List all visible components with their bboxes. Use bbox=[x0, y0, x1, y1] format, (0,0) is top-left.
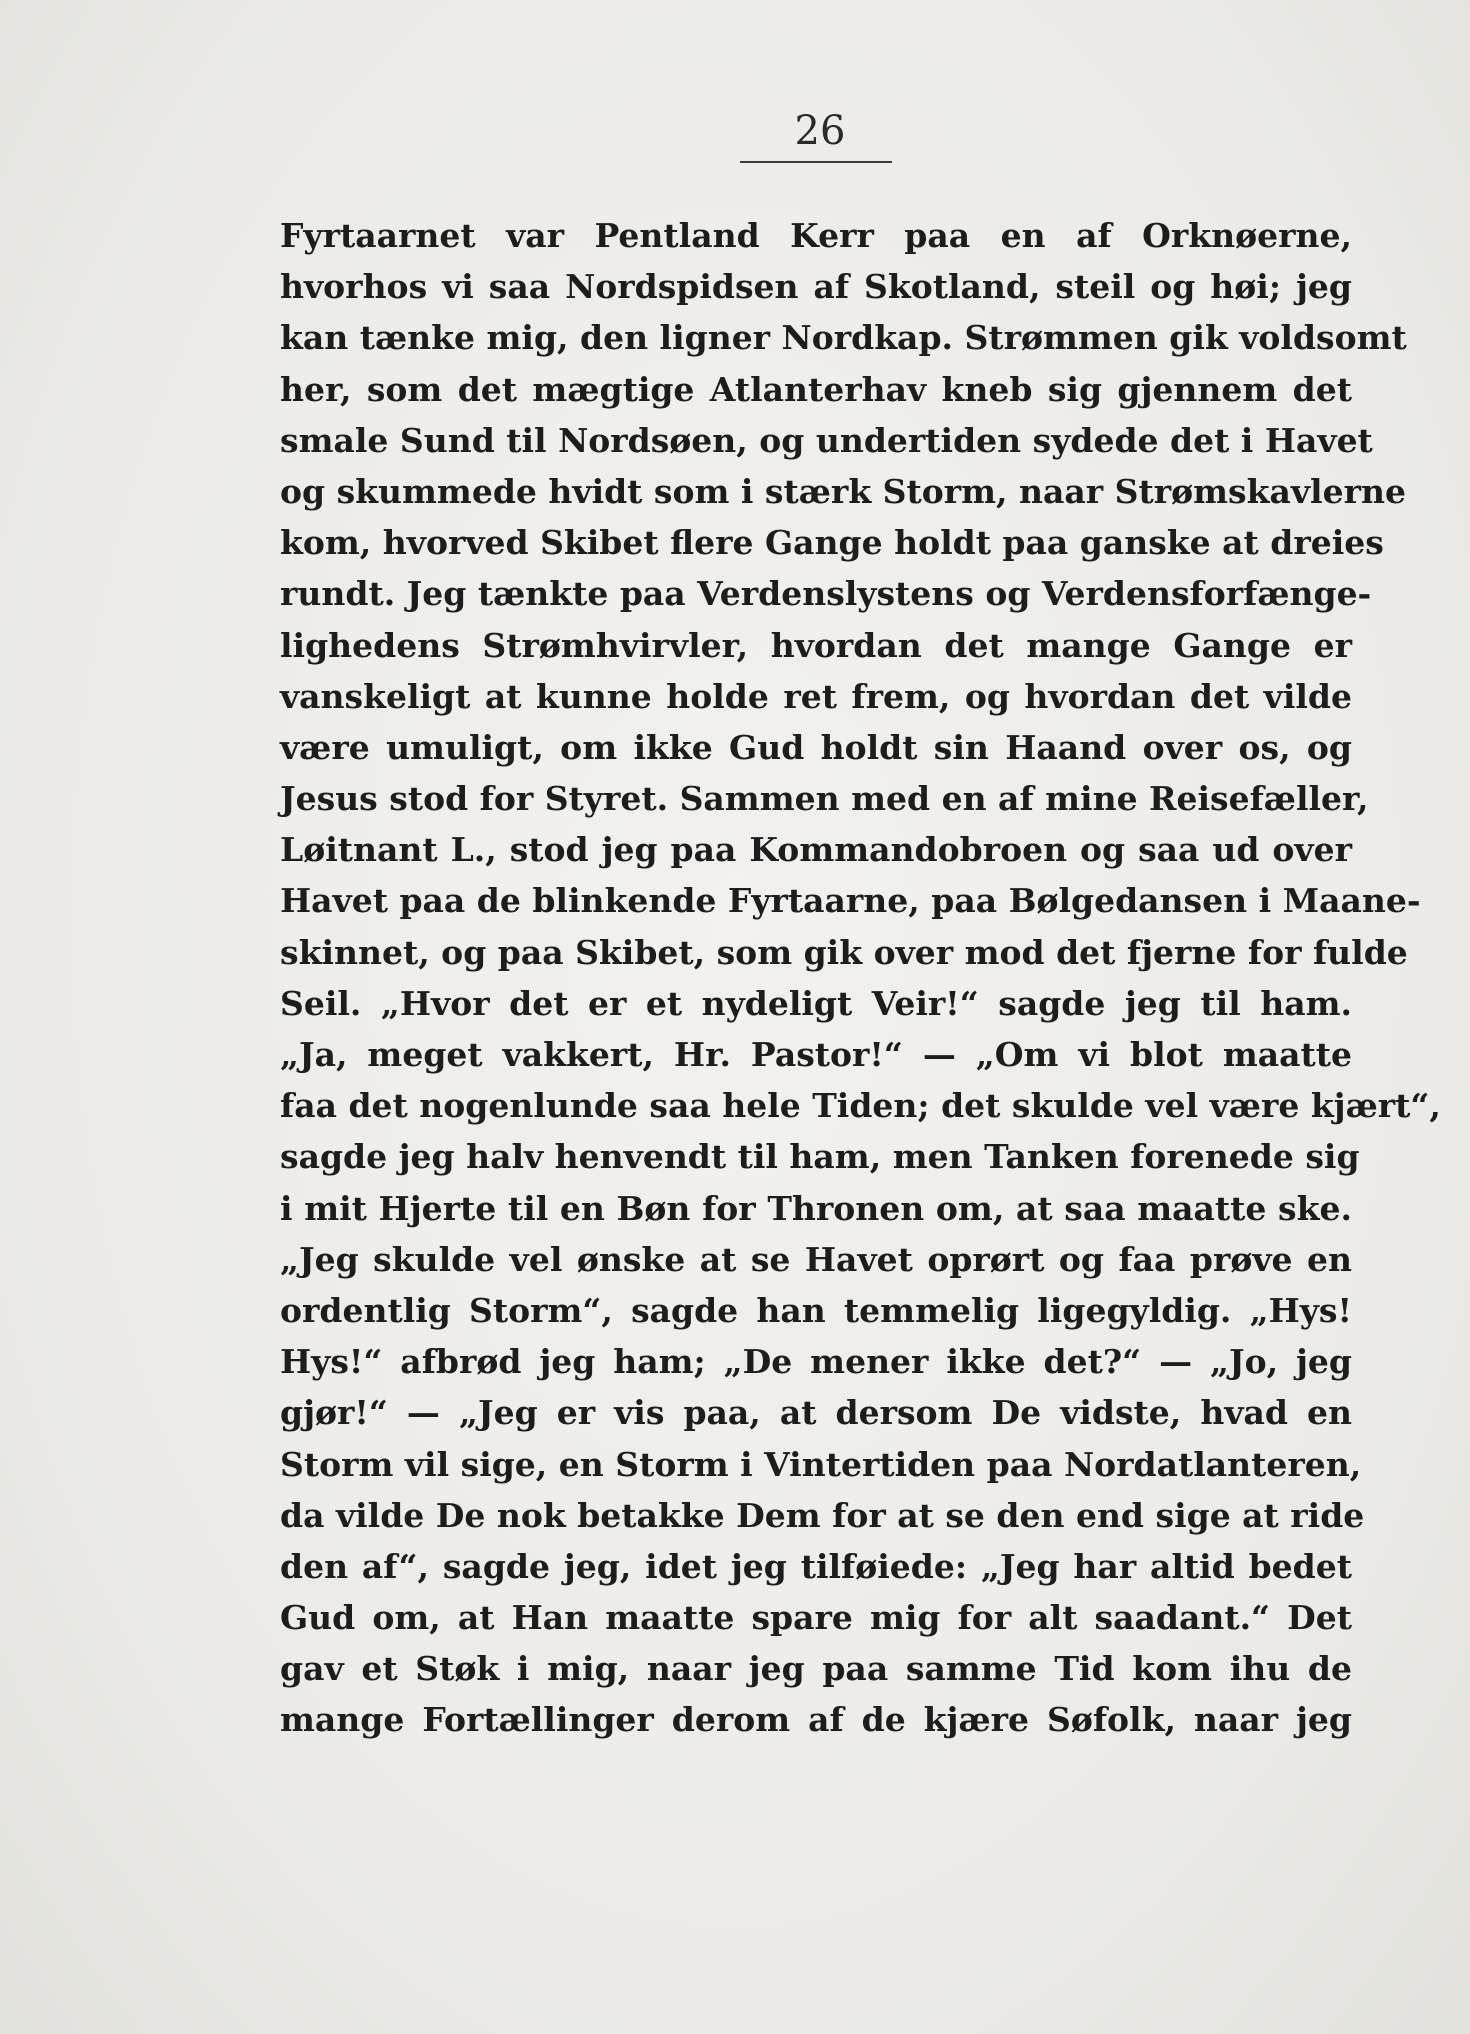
text-line: her, som det mægtige Atlanterhav kneb sig gjennem det bbox=[280, 369, 1352, 409]
text-line: da vilde De nok betakke Dem for at se den end sige at ride bbox=[280, 1495, 1365, 1535]
page-number: 26 bbox=[794, 108, 846, 154]
text-line: Gud om, at Han maatte spare mig for alt saadant.“ Det bbox=[280, 1598, 1352, 1638]
text-line: gjør!“ — „Jeg er vis paa, at dersom De vidste, hvad en bbox=[280, 1393, 1352, 1433]
text-line: lighedens Strømhvirvler, hvordan det mange Gange er bbox=[280, 625, 1352, 665]
text-line: smale Sund til Nordsøen, og undertiden sydede det i Havet bbox=[280, 420, 1373, 460]
text-line: sagde jeg halv henvendt til ham, men Tanken forenede sig bbox=[280, 1137, 1360, 1177]
text-line: og skummede hvidt som i stærk Storm, naar Strømskavlerne bbox=[280, 471, 1406, 511]
text-line: hvorhos vi saa Nordspidsen af Skotland, steil og høi; jeg bbox=[280, 267, 1352, 307]
text-line: gav et Støk i mig, naar jeg paa samme Tid kom ihu de bbox=[280, 1649, 1352, 1689]
text-line: ordentlig Storm“, sagde han temmelig ligegyldig. „Hys! bbox=[280, 1290, 1352, 1330]
text-line: kom, hvorved Skibet flere Gange holdt paa ganske at dreies bbox=[280, 523, 1384, 563]
text-line: kan tænke mig, den ligner Nordkap. Strømmen gik voldsomt bbox=[280, 318, 1407, 358]
text-line: i mit Hjerte til en Bøn for Thronen om, at saa maatte ske. bbox=[280, 1188, 1352, 1228]
text-line: Fyrtaarnet var Pentland Kerr paa en af Orknøerne, bbox=[280, 216, 1352, 255]
text-line: „Ja, meget vakkert, Hr. Pastor!“ — „Om vi blot maatte bbox=[280, 1035, 1352, 1074]
text-line: vanskeligt at kunne holde ret frem, og hvordan det vilde bbox=[280, 676, 1352, 716]
text-line: Jesus stod for Styret. Sammen med en af mine Reisefæller, bbox=[280, 779, 1369, 819]
text-line: Hys!“ afbrød jeg ham; „De mener ikke det?“ — „Jo, jeg bbox=[280, 1342, 1352, 1382]
text-line: faa det nogenlunde saa hele Tiden; det skulde vel være kjært“, bbox=[280, 1086, 1441, 1126]
text-line: Storm vil sige, en Storm i Vintertiden paa Nordatlanteren, bbox=[280, 1444, 1362, 1484]
text-line: rundt. Jeg tænkte paa Verdenslystens og Verdensforfænge- bbox=[280, 574, 1372, 614]
text-line: skinnet, og paa Skibet, som gik over mod det fjerne for fulde bbox=[280, 932, 1408, 972]
text-line: være umuligt, om ikke Gud holdt sin Haand over os, og bbox=[280, 727, 1352, 767]
text-line: den af“, sagde jeg, idet jeg tilføiede: „Jeg har altid bedet bbox=[280, 1546, 1352, 1586]
text-line: Seil. „Hvor det er et nydeligt Veir!“ sagde jeg til ham. bbox=[280, 983, 1352, 1023]
page-number-rule bbox=[740, 161, 892, 163]
body-text bbox=[280, 210, 1441, 1746]
text-line: Løitnant L., stod jeg paa Kommandobroen og saa ud over bbox=[280, 830, 1352, 870]
text-line: mange Fortællinger derom af de kjære Søfolk, naar jeg bbox=[280, 1700, 1352, 1740]
text-line: Havet paa de blinkende Fyrtaarne, paa Bølgedansen i Maane- bbox=[280, 881, 1421, 921]
text-line: „Jeg skulde vel ønske at se Havet oprørt og faa prøve en bbox=[280, 1239, 1352, 1279]
